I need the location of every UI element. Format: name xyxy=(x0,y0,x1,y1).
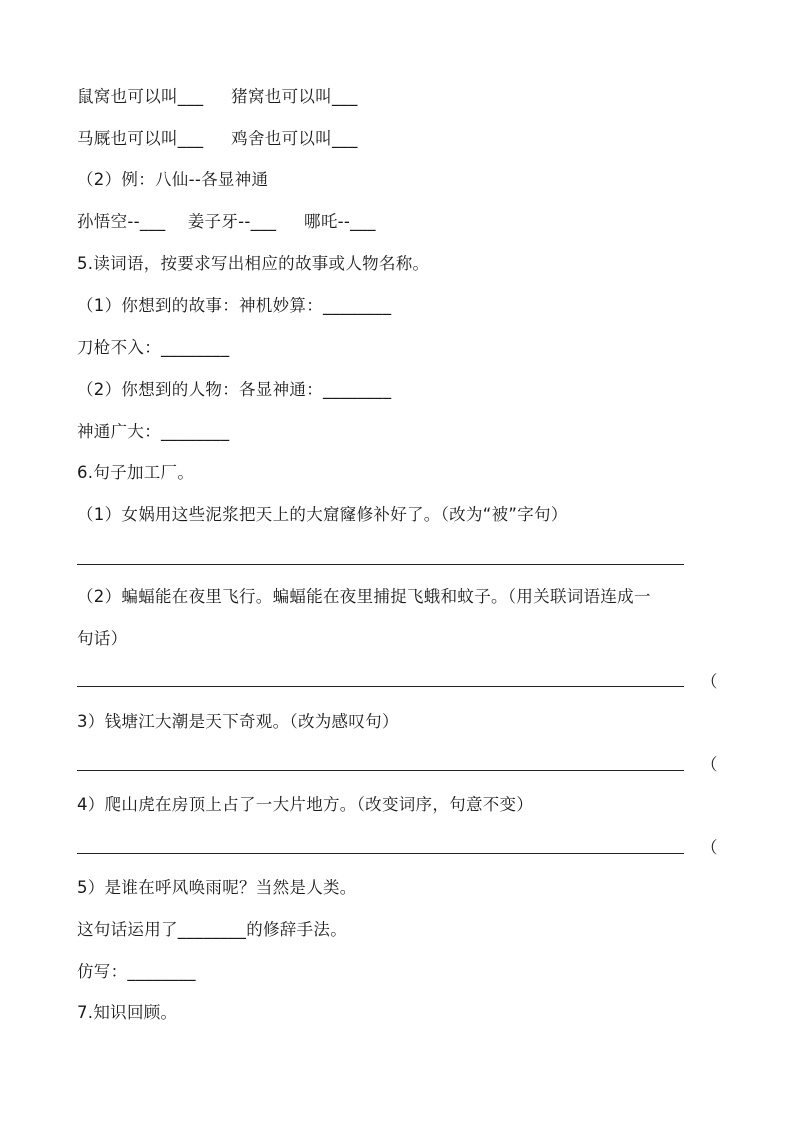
text-line-rename-1: 鼠窝也可以叫___ 猪窝也可以叫___ xyxy=(77,87,358,106)
text-line-rhetoric: 这句话运用了________的修辞手法。 xyxy=(77,920,347,939)
paren-mark-2: （ xyxy=(701,755,718,774)
text-line-sentence-5: 5）是谁在呼风唤雨呢？当然是人类。 xyxy=(77,878,357,897)
text-line-story-2: 刀枪不入：________ xyxy=(77,338,230,357)
text-line-figures: 孙悟空--___ 姜子牙--___ 哪吒--___ xyxy=(77,212,376,231)
answer-line-4 xyxy=(77,853,684,854)
answer-line-2 xyxy=(77,686,684,687)
text-line-person-1: （2）你想到的人物：各显神通：________ xyxy=(77,380,392,399)
paren-mark-3: （ xyxy=(701,838,718,857)
answer-line-3 xyxy=(77,770,684,771)
text-line-sentence-1: （1）女娲用这些泥浆把天上的大窟窿修补好了。（改为“被”字句） xyxy=(77,505,568,524)
text-line-person-2: 神通广大：________ xyxy=(77,422,230,441)
question-5-heading: 5.读词语，按要求写出相应的故事或人物名称。 xyxy=(77,254,430,273)
text-line-rename-2: 马厩也可以叫___ 鸡舍也可以叫___ xyxy=(77,129,358,148)
paren-mark-1: （ xyxy=(701,672,718,691)
text-line-example: （2）例：八仙--各显神通 xyxy=(77,170,269,189)
text-line-sentence-2: （2）蝙蝠能在夜里飞行。蝙蝠能在夜里捕捉飞蛾和蚊子。（用关联词语连成一 xyxy=(77,587,651,606)
question-6-heading: 6.句子加工厂。 xyxy=(77,463,195,482)
answer-line-1 xyxy=(77,564,684,565)
text-line-sentence-4: 4）爬山虎在房顶上占了一大片地方。（改变词序，句意不变） xyxy=(77,795,534,814)
text-line-story-1: （1）你想到的故事：神机妙算：________ xyxy=(77,296,392,315)
text-line-imitate: 仿写：________ xyxy=(77,962,196,981)
question-7-heading: 7.知识回顾。 xyxy=(77,1003,178,1022)
text-line-sentence-2-cont: 句话） xyxy=(77,629,128,648)
text-line-sentence-3: 3）钱塘江大潮是天下奇观。（改为感叹句） xyxy=(77,712,399,731)
